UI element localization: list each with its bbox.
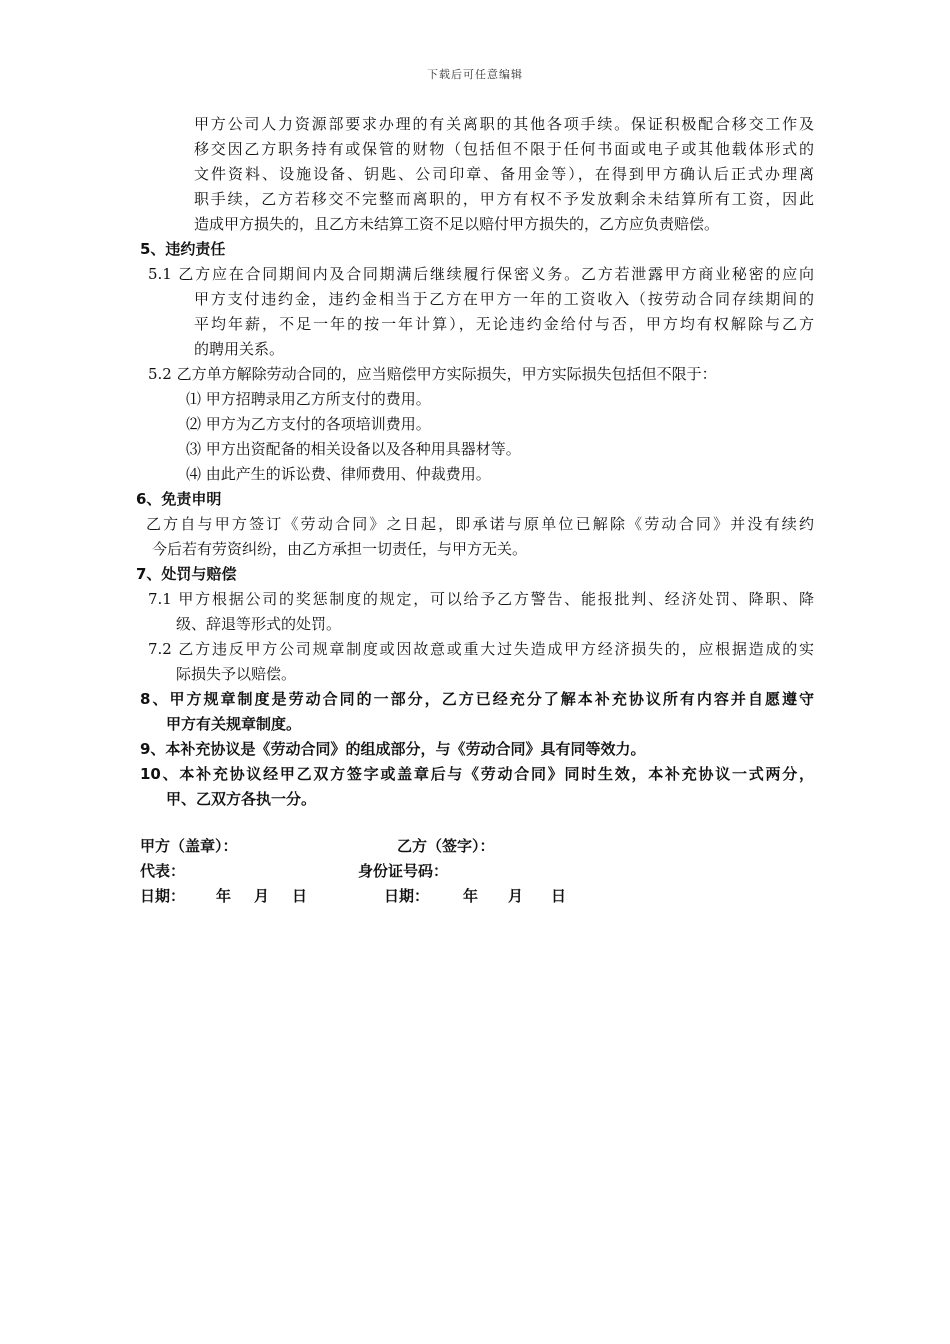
intro-line-3: 文件资料、设施设备、钥匙、公司印章、备用金等），在得到甲方确认后正式办理离 [194, 165, 814, 183]
section-6-line-2: 今后若有劳资纠纷，由乙方承担一切责任，与甲方无关。 [152, 540, 528, 558]
section-7-title: 7、处罚与赔偿 [136, 565, 237, 583]
clause-7-1-line-1: 7.1 甲方根据公司的奖惩制度的规定，可以给予乙方警告、能报批判、经济处罚、降职、降 [148, 590, 814, 608]
section-8-line-1: 8、甲方规章制度是劳动合同的一部分，乙方已经充分了解本补充协议所有内容并自愿遵守 [140, 690, 814, 708]
date-b-day: 日 [551, 887, 567, 905]
clause-5-2: 5.2 乙方单方解除劳动合同的，应当赔偿甲方实际损失，甲方实际损失包括但不限于： [148, 365, 717, 383]
clause-5-1-line-3: 平均年薪，不足一年的按一年计算），无论违约金给付与否，甲方均有权解除与乙方 [194, 315, 814, 333]
clause-5-1-line-4: 的聘用关系。 [194, 340, 285, 358]
clause-5-1-line-2: 甲方支付违约金，违约金相当于乙方在甲方一年的工资收入（按劳动合同存续期间的 [194, 290, 814, 308]
section-10-line-1: 10、本补充协议经甲乙双方签字或盖章后与《劳动合同》同时生效，本补充协议一式两分， [140, 765, 814, 783]
intro-line-4: 职手续，乙方若移交不完整而离职的，甲方有权不予发放剩余未结算所有工资，因此 [194, 190, 814, 208]
date-a-year: 年 [216, 887, 232, 905]
loss-item-4: ⑷ 由此产生的诉讼费、律师费用、仲裁费用。 [186, 465, 491, 483]
section-9: 9、本补充协议是《劳动合同》的组成部分，与《劳动合同》具有同等效力。 [140, 740, 646, 758]
section-6-line-1: 乙方自与甲方签订《劳动合同》之日起，即承诺与原单位已解除《劳动合同》并没有续约 [146, 515, 814, 533]
loss-item-3: ⑶ 甲方出资配备的相关设备以及各种用具器材等。 [186, 440, 521, 458]
intro-line-2: 移交因乙方职务持有或保管的财物（包括但不限于任何书面或电子或其他载体形式的 [194, 140, 814, 158]
date-b-year: 年 [463, 887, 479, 905]
clause-7-1-line-2: 级、辞退等形式的处罚。 [176, 615, 342, 633]
signature-id-number: 身份证号码： [358, 862, 449, 880]
date-a-day: 日 [292, 887, 308, 905]
signature-date-b: 日期： [384, 887, 430, 905]
section-5-title: 5、违约责任 [140, 240, 226, 258]
intro-line-5: 造成甲方损失的，且乙方未结算工资不足以赔付甲方损失的，乙方应负责赔偿。 [194, 215, 720, 233]
section-6-title: 6、免责申明 [136, 490, 222, 508]
header-note: 下载后可任意编辑 [427, 68, 523, 81]
signature-party-a: 甲方（盖章）： [140, 837, 238, 855]
clause-7-2-line-1: 7.2 乙方违反甲方公司规章制度或因故意或重大过失造成甲方经济损失的，应根据造成的实 [148, 640, 814, 658]
section-10-line-2: 甲、乙双方各执一分。 [166, 790, 317, 808]
date-b-month: 月 [508, 887, 524, 905]
intro-line-1: 甲方公司人力资源部要求办理的有关离职的其他各项手续。保证积极配合移交工作及 [194, 115, 814, 133]
loss-item-1: ⑴ 甲方招聘录用乙方所支付的费用。 [186, 390, 431, 408]
clause-5-1-line-1: 5.1 乙方应在合同期间内及合同期满后继续履行保密义务。乙方若泄露甲方商业秘密的应向 [148, 265, 814, 283]
signature-representative: 代表： [140, 862, 186, 880]
loss-item-2: ⑵ 甲方为乙方支付的各项培训费用。 [186, 415, 431, 433]
signature-party-b: 乙方（签字）： [397, 837, 495, 855]
date-a-month: 月 [254, 887, 270, 905]
section-8-line-2: 甲方有关规章制度。 [166, 715, 302, 733]
clause-7-2-line-2: 际损失予以赔偿。 [176, 665, 297, 683]
signature-date-a: 日期： [140, 887, 186, 905]
